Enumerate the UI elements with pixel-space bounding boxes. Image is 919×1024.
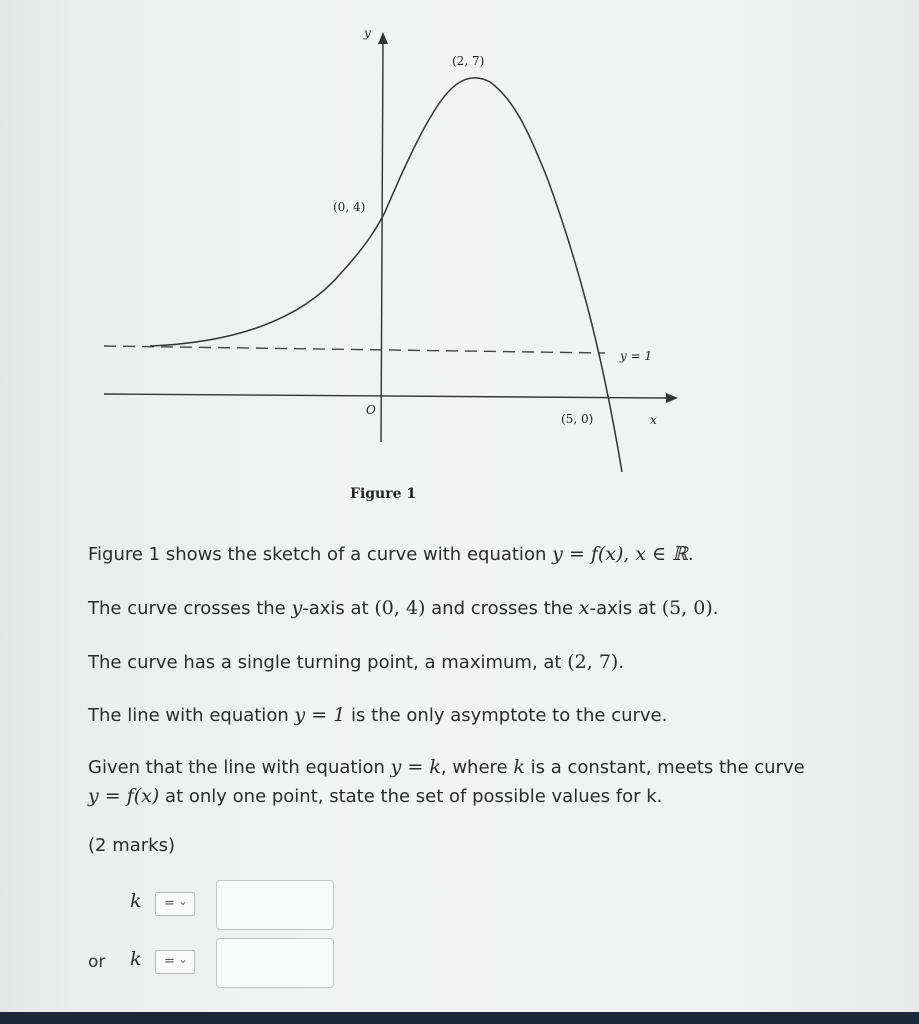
chevron-down-icon: ⌄ [178, 894, 189, 908]
x-axis [104, 394, 668, 398]
x-intercept-label: (5, 0) [561, 412, 594, 426]
y-axis [381, 42, 383, 442]
bottom-bar [0, 1012, 919, 1024]
answer-variable: k [130, 948, 142, 970]
figure-caption: Figure 1 [350, 486, 417, 502]
answer-variable: k [130, 890, 142, 912]
question-paragraph-5: Given that the line with equation y = k, where k is a constant, meets the curve [88, 756, 805, 778]
curve [150, 78, 622, 472]
asymptote-line [104, 346, 605, 353]
relation-select[interactable]: = ⌄ [155, 892, 195, 916]
x-axis-arrow [666, 393, 678, 403]
max-point-label: (2, 7) [452, 54, 485, 68]
equation-inline: y = f(x) [552, 543, 624, 565]
question-paragraph-2: The curve crosses the y-axis at (0, 4) and crosses the x-axis at (5, 0). [88, 597, 719, 619]
answer-row-2 [0, 938, 919, 990]
question-paragraph-6: y = f(x) at only one point, state the set of possible values for k. [88, 785, 663, 807]
asymptote-label: y = 1 [620, 349, 653, 363]
marks-label: (2 marks) [88, 835, 175, 856]
x-axis-label: x [650, 413, 657, 427]
answer-row-1 [0, 880, 919, 932]
answer-input[interactable] [216, 880, 334, 930]
relation-select[interactable]: = ⌄ [155, 950, 195, 974]
y-axis-arrow [378, 32, 388, 44]
or-label: or [88, 952, 106, 972]
chevron-down-icon: ⌄ [178, 952, 189, 966]
domain-inline: x ∈ ℝ [635, 543, 688, 565]
origin-label: O [366, 403, 376, 417]
y-axis-label: y [364, 26, 371, 40]
question-paragraph-3: The curve has a single turning point, a maximum, at (2, 7). [88, 651, 625, 673]
answer-input[interactable] [216, 938, 334, 988]
question-paragraph-4: The line with equation y = 1 is the only asymptote to the curve. [88, 704, 668, 726]
y-intercept-label: (0, 4) [333, 200, 366, 214]
question-paragraph-1: Figure 1 shows the sketch of a curve with equation y = f(x), x ∈ ℝ. [88, 543, 694, 565]
